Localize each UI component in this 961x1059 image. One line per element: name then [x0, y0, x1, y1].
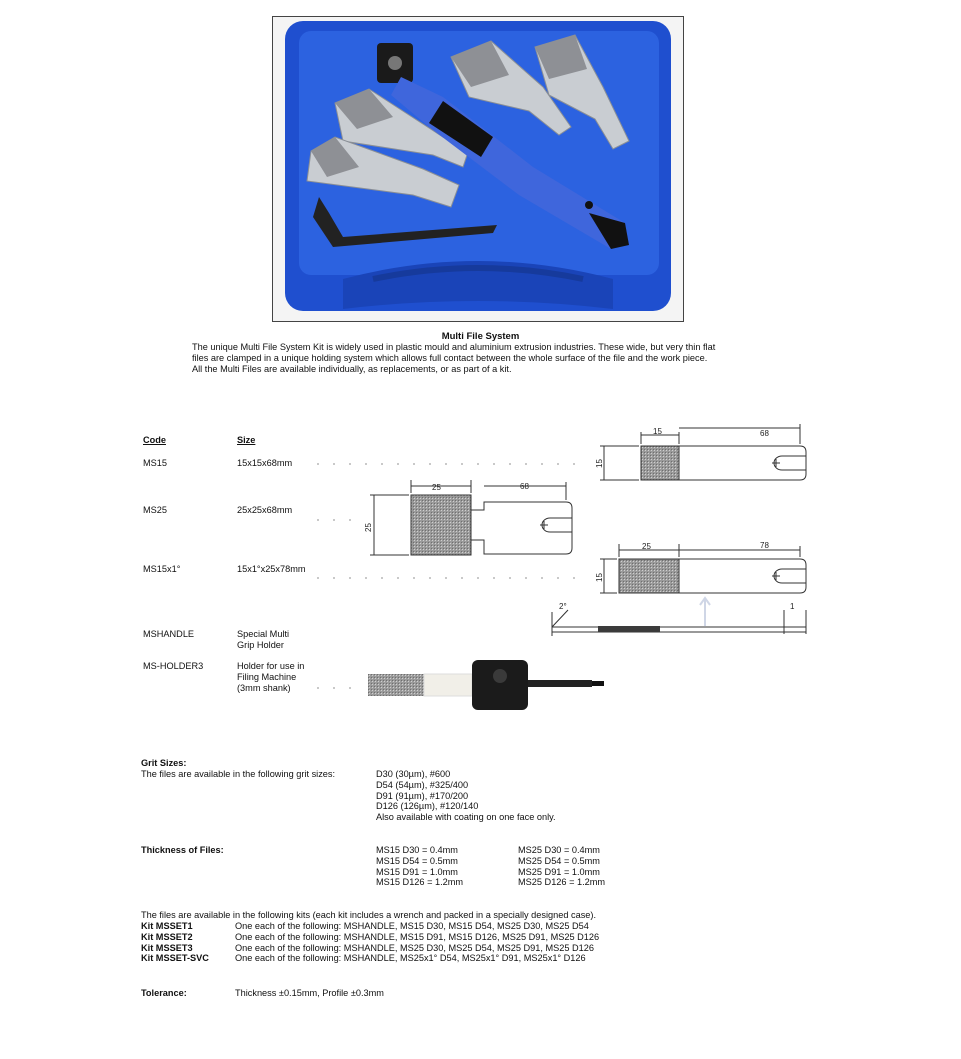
thickness-value: MS25 D54 = 0.5mm: [518, 855, 600, 866]
thickness-col1: [376, 845, 463, 888]
profile-abrasive: [598, 626, 660, 632]
row-size-line: Filing Machine: [237, 672, 297, 682]
dim-ms25-l: 68: [520, 482, 529, 491]
intro-line: All the Multi Files are available individually, as replacements, or as part of a kit.: [192, 364, 512, 374]
tolerance-label: Tolerance:: [141, 988, 187, 998]
intro-title: Multi File System: [441, 331, 520, 342]
dim-ms15-l: 68: [760, 429, 769, 438]
drawing-ms15: [600, 424, 806, 480]
size-header: Size: [237, 435, 256, 445]
thickness-value: MS15 D54 = 0.5mm: [376, 855, 458, 866]
intro-line: files are clamped in a unique holding system which allows full contact between the whole surface of the file and the work piece.: [192, 353, 708, 363]
kit-name: Kit MSSET3: [141, 942, 193, 953]
grit-title: Grit Sizes:: [141, 758, 187, 768]
grit-value: D54 (54µm), #325/400: [376, 779, 469, 790]
kit-name: Kit MSSET-SVC: [141, 953, 209, 964]
code-header: Code: [143, 435, 166, 445]
kit-desc: One each of the following: MSHANDLE, MS15 D30, MS15 D54, MS25 D30, MS25 D54: [235, 921, 589, 931]
kit-name: Kit MSSET2: [141, 931, 193, 942]
grit-value: D126 (126µm), #120/140: [376, 801, 479, 812]
dim-ms15-h: 15: [595, 459, 604, 468]
grit-value: D91 (91µm), #170/200: [376, 790, 469, 801]
thickness-title: Thickness of Files:: [141, 845, 224, 855]
holder-photo: [368, 660, 604, 710]
drawing-ms15x1: [552, 544, 806, 636]
row-size-line: (3mm shank): [237, 683, 291, 693]
kits-names: [141, 921, 209, 964]
row-code: MS25: [143, 505, 168, 515]
dim-ms15x1-l: 78: [760, 541, 769, 550]
kits-intro: The files are available in the following kits (each kit includes a wrench and packed in a specially designed case).: [141, 910, 597, 920]
tolerance-value: Thickness ±0.15mm, Profile ±0.3mm: [235, 988, 384, 998]
row-size-line: Special Multi: [237, 629, 290, 639]
row-size: 15x1°x25x78mm: [237, 564, 306, 574]
dim-ms15x1-h: 15: [595, 573, 604, 582]
row-code: MS15x1°: [143, 564, 181, 574]
row-size-line: Grip Holder: [237, 640, 284, 650]
drawing-ms25: [370, 480, 572, 555]
profile-arrow: [700, 598, 710, 626]
grit-value: D30 (30µm), #600: [376, 769, 451, 779]
grit-value: Also available with coating on one face only.: [376, 812, 556, 823]
row-code: MS-HOLDER3: [143, 661, 204, 671]
row-size: 25x25x68mm: [237, 505, 293, 515]
intro-line: The unique Multi File System Kit is widely used in plastic mould and aluminium extrusion industries. These wide, but very thin flat: [192, 342, 716, 352]
kit-desc: One each of the following: MSHANDLE, MS25x1° D54, MS25x1° D91, MS25x1° D126: [235, 953, 586, 964]
row-code: MS15: [143, 458, 168, 468]
thickness-value: MS15 D126 = 1.2mm: [376, 877, 464, 888]
dim-ms15x1-angle: 2°: [559, 602, 567, 611]
dim-ms15x1-t: 1: [790, 602, 795, 611]
dim-ms25-h: 25: [364, 523, 373, 532]
thickness-value: MS25 D91 = 1.0mm: [518, 866, 600, 877]
dim-ms25-w: 25: [432, 483, 441, 492]
grit-subtitle: The files are available in the following grit sizes:: [141, 769, 336, 779]
grit-values: [376, 769, 556, 823]
dim-ms15x1-w: 25: [642, 542, 651, 551]
thickness-value: MS15 D30 = 0.4mm: [376, 845, 458, 855]
thickness-col2: [518, 845, 605, 888]
dim-ms15-w: 15: [653, 427, 662, 436]
row-code: MSHANDLE: [143, 629, 195, 639]
kit-name: Kit MSSET1: [141, 921, 193, 931]
row-size-line: Holder for use in: [237, 661, 305, 671]
thickness-value: MS15 D91 = 1.0mm: [376, 866, 458, 877]
row-size: 15x15x68mm: [237, 458, 293, 468]
kit-desc: One each of the following: MSHANDLE, MS25 D30, MS25 D54, MS25 D91, MS25 D126: [235, 942, 594, 953]
thickness-value: MS25 D30 = 0.4mm: [518, 845, 600, 855]
thickness-value: MS25 D126 = 1.2mm: [518, 877, 606, 888]
kits-descs: [235, 921, 599, 964]
kit-desc: One each of the following: MSHANDLE, MS15 D91, MS15 D126, MS25 D91, MS25 D126: [235, 931, 600, 942]
